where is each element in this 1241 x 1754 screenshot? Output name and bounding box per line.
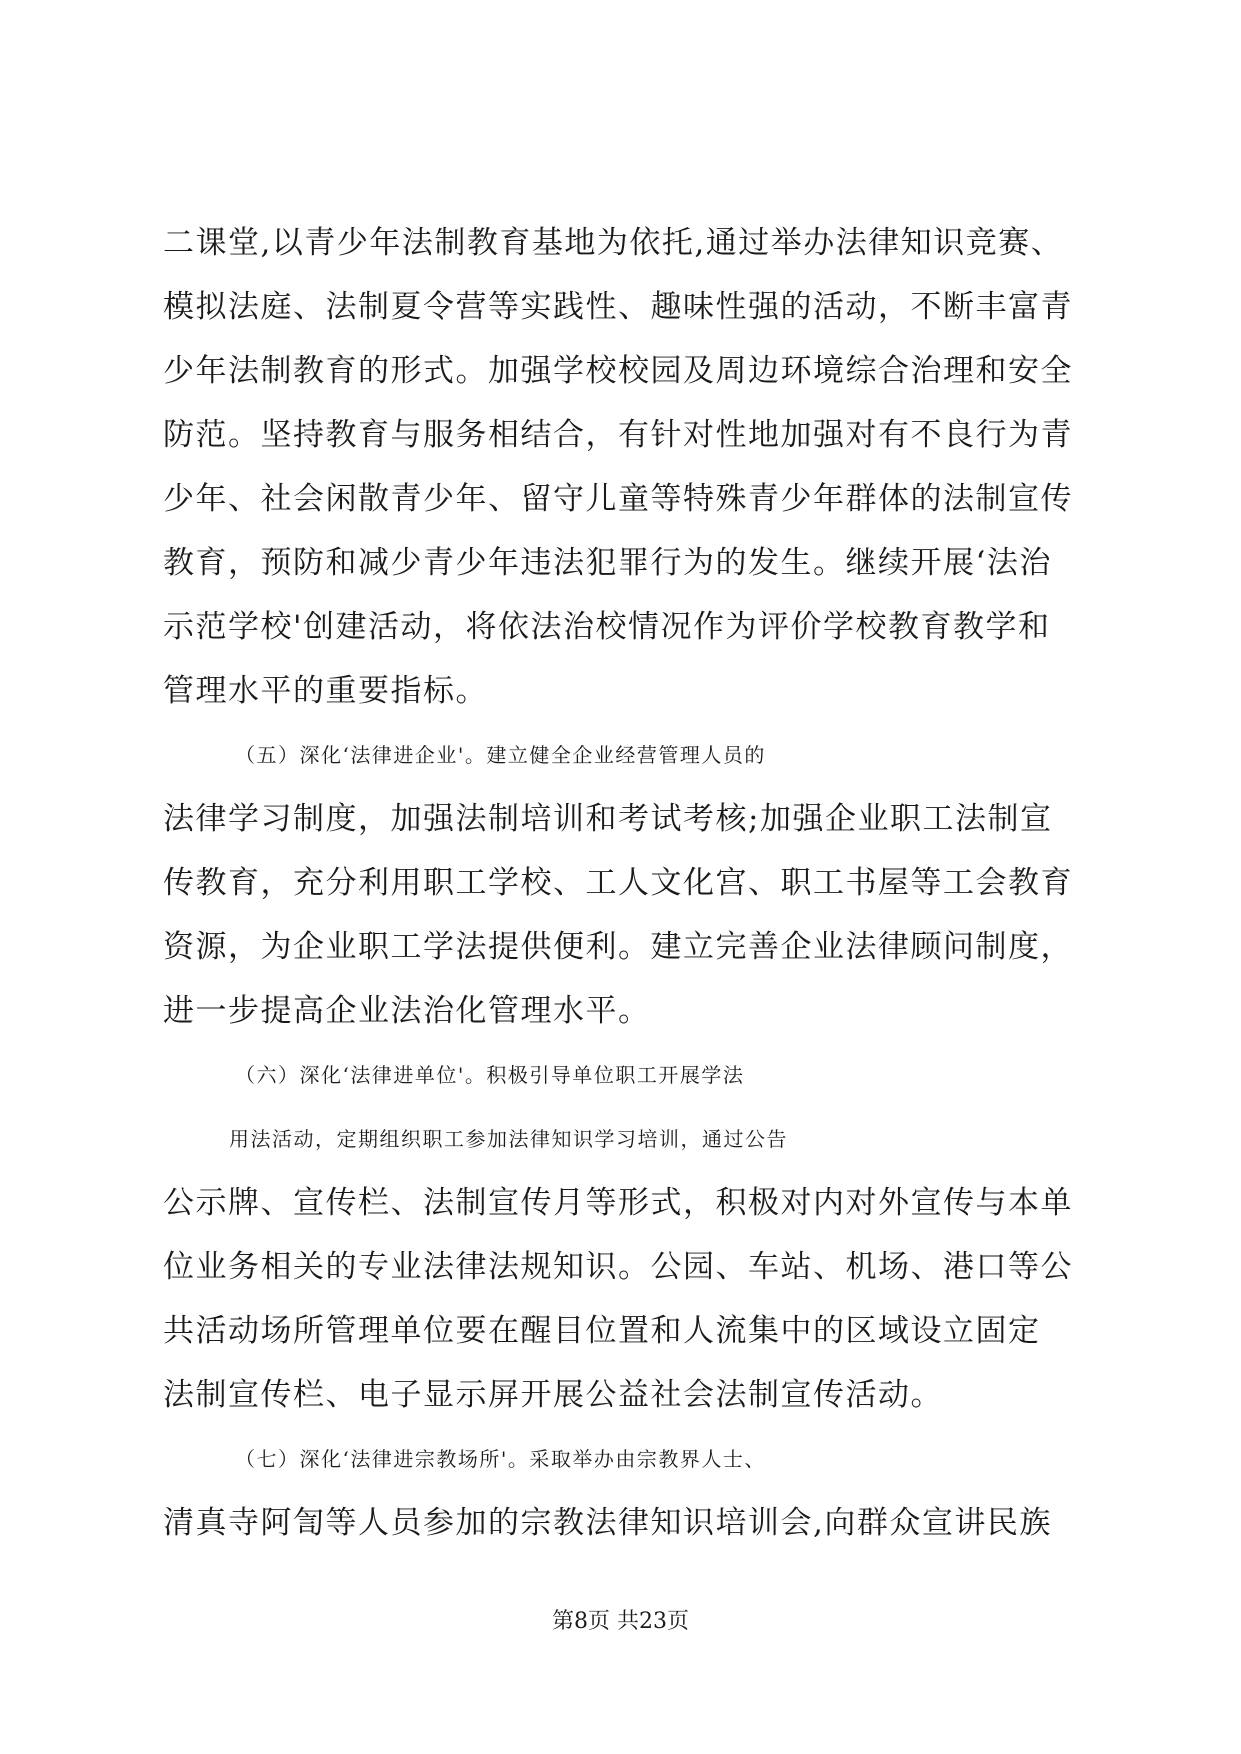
text-line: 进一步提高企业法治化管理水平。: [163, 993, 651, 1029]
paragraph-heading-6: （六）深化‘法律进单位'。积极引导单位职工开展学法: [235, 1063, 745, 1087]
text-line: 少年、社会闲散青少年、留守儿童等特殊青少年群体的法制宣传: [163, 481, 1073, 517]
text-line: 教育，预防和减少青少年违法犯罪行为的发生。继续开展‘法治: [163, 545, 1052, 581]
text-line: 用法活动，定期组织职工参加法律知识学习培训，通过公告: [229, 1127, 788, 1151]
text-line: 法律学习制度，加强法制培训和考试考核;加强企业职工法制宣: [163, 801, 1053, 837]
text-line: 管理水平的重要指标。: [163, 673, 488, 709]
text-line: 资源，为企业职工学法提供便利。建立完善企业法律顾问制度，: [163, 929, 1073, 965]
text-line: 法制宣传栏、电子显示屏开展公益社会法制宣传活动。: [163, 1377, 943, 1413]
page-number-footer: 第8页 共23页: [552, 1609, 689, 1634]
text-line: 共活动场所管理单位要在醒目位置和人流集中的区域设立固定: [163, 1313, 1041, 1349]
paragraph-heading-5: （五）深化‘法律进企业'。建立健全企业经营管理人员的: [235, 743, 766, 767]
text-line: 清真寺阿訇等人员参加的宗教法律知识培训会,向群众宣讲民族: [163, 1505, 1052, 1541]
text-line: 少年法制教育的形式。加强学校校园及周边环境综合治理和安全: [163, 353, 1073, 389]
text-line: 防范。坚持教育与服务相结合，有针对性地加强对有不良行为青: [163, 417, 1073, 453]
paragraph-heading-7: （七）深化‘法律进宗教场所'。采取举办由宗教界人士、: [235, 1447, 766, 1471]
text-line: 示范学校'创建活动，将依法治校情况作为评价学校教育教学和: [163, 609, 1051, 645]
text-line: 公示牌、宣传栏、法制宣传月等形式，积极对内对外宣传与本单: [163, 1185, 1073, 1221]
text-line: 二课堂,以青少年法制教育基地为依托,通过举办法律知识竞赛、: [163, 225, 1064, 261]
text-line: 位业务相关的专业法律法规知识。公园、车站、机场、港口等公: [163, 1249, 1073, 1285]
text-line: 模拟法庭、法制夏令营等实践性、趣味性强的活动，不断丰富青: [163, 289, 1073, 325]
text-line: 传教育，充分利用职工学校、工人文化宫、职工书屋等工会教育: [163, 865, 1073, 901]
